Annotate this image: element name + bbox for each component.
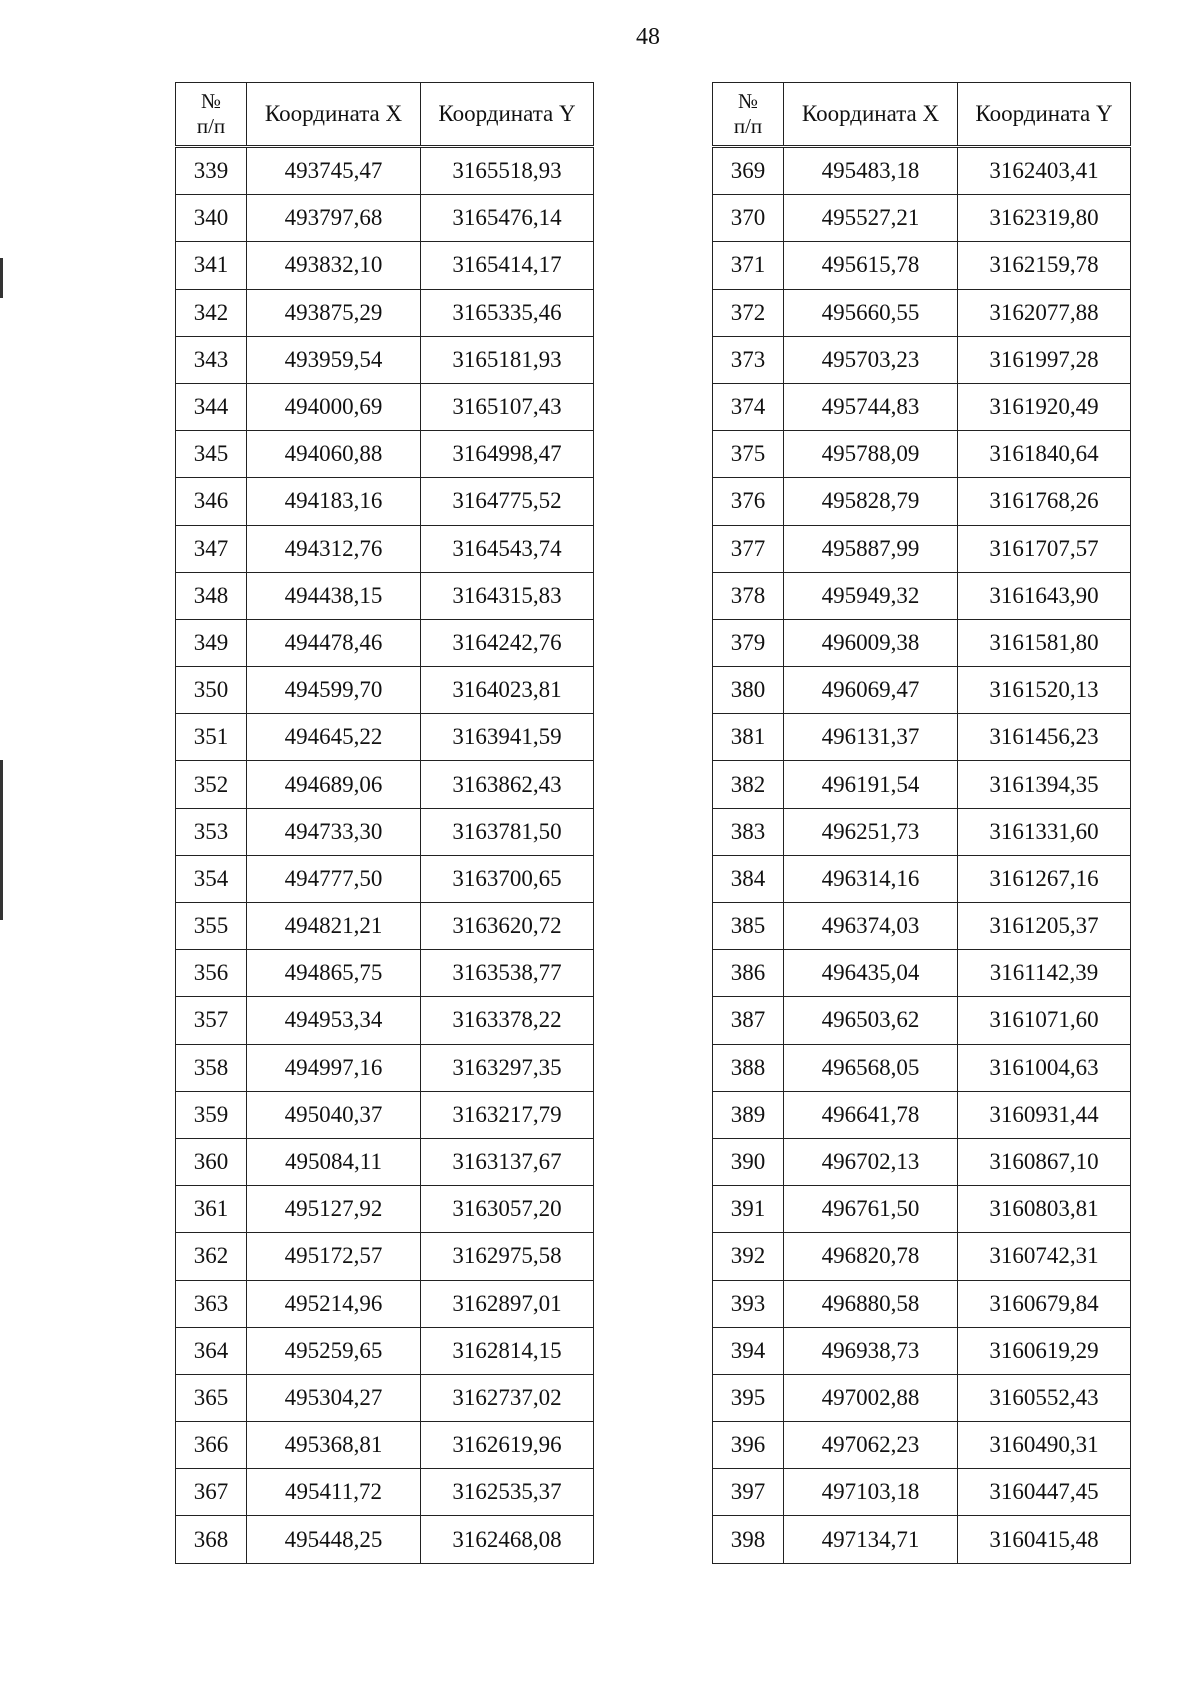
table-row: [176, 147, 594, 195]
table-row: [176, 1327, 594, 1374]
coordinate-x-cell: 495788,09: [784, 431, 958, 478]
coordinate-x-cell: 495703,23: [784, 336, 958, 383]
coordinate-y-cell: 3165107,43: [421, 383, 594, 430]
table-row: [176, 431, 594, 478]
table-row: [176, 808, 594, 855]
table-row: [176, 714, 594, 761]
coordinate-x-cell: 496702,13: [784, 1138, 958, 1185]
coordinate-x-cell: 493797,68: [247, 195, 421, 242]
point-number-cell: 358: [176, 1044, 247, 1091]
point-number-cell: 366: [176, 1422, 247, 1469]
table-row: [176, 1516, 594, 1563]
page-number: 48: [636, 24, 660, 50]
table-row: [713, 808, 1131, 855]
table-row: [713, 1422, 1131, 1469]
coordinate-y-cell: 3162403,41: [958, 147, 1131, 195]
coordinate-y-cell: 3162619,96: [421, 1422, 594, 1469]
coordinate-y-cell: 3160552,43: [958, 1374, 1131, 1421]
point-number-cell: 339: [176, 147, 247, 195]
coordinate-x-cell: 495214,96: [247, 1280, 421, 1327]
table-row: [176, 1422, 594, 1469]
coordinate-x-cell: 496641,78: [784, 1091, 958, 1138]
coordinate-x-cell: 495448,25: [247, 1516, 421, 1563]
header-number-abbr: п/п: [196, 114, 226, 138]
coordinate-y-cell: 3161394,35: [958, 761, 1131, 808]
table-row: [176, 525, 594, 572]
coordinate-y-cell: 3164998,47: [421, 431, 594, 478]
coordinate-x-cell: 496131,37: [784, 714, 958, 761]
table-row: [713, 336, 1131, 383]
table-row: [713, 761, 1131, 808]
table-row: [713, 1091, 1131, 1138]
coordinate-x-cell: 497103,18: [784, 1469, 958, 1516]
coordinate-y-cell: 3165518,93: [421, 147, 594, 195]
table-row: [713, 431, 1131, 478]
point-number-cell: 352: [176, 761, 247, 808]
coordinate-x-cell: 495304,27: [247, 1374, 421, 1421]
coordinate-x-cell: 495660,55: [784, 289, 958, 336]
coordinate-x-cell: 496761,50: [784, 1186, 958, 1233]
point-number-cell: 350: [176, 667, 247, 714]
coordinate-y-cell: 3161071,60: [958, 997, 1131, 1044]
coordinate-x-cell: 493745,47: [247, 147, 421, 195]
coordinate-y-cell: 3160742,31: [958, 1233, 1131, 1280]
coordinate-x-cell: 494821,21: [247, 903, 421, 950]
coordinate-x-cell: 494312,76: [247, 525, 421, 572]
coordinate-y-cell: 3161840,64: [958, 431, 1131, 478]
table-row: [713, 855, 1131, 902]
point-number-cell: 375: [713, 431, 784, 478]
table-row: [713, 383, 1131, 430]
scan-margin-mark: [0, 258, 3, 298]
coordinate-x-cell: 495483,18: [784, 147, 958, 195]
coordinate-x-cell: 496009,38: [784, 619, 958, 666]
coordinate-y-cell: 3165335,46: [421, 289, 594, 336]
point-number-cell: 397: [713, 1469, 784, 1516]
coordinate-x-cell: 495259,65: [247, 1327, 421, 1374]
point-number-cell: 347: [176, 525, 247, 572]
coordinate-y-cell: 3165414,17: [421, 242, 594, 289]
point-number-cell: 377: [713, 525, 784, 572]
point-number-cell: 343: [176, 336, 247, 383]
point-number-cell: 363: [176, 1280, 247, 1327]
coordinate-x-cell: 496503,62: [784, 997, 958, 1044]
table-row: [176, 1044, 594, 1091]
table-row: [713, 997, 1131, 1044]
coordinate-x-cell: 494777,50: [247, 855, 421, 902]
coordinate-y-cell: 3161768,26: [958, 478, 1131, 525]
coordinate-x-cell: 494478,46: [247, 619, 421, 666]
coordinate-y-cell: 3160447,45: [958, 1469, 1131, 1516]
point-number-cell: 376: [713, 478, 784, 525]
coordinate-x-cell: 497134,71: [784, 1516, 958, 1563]
point-number-cell: 371: [713, 242, 784, 289]
table-row: [176, 1280, 594, 1327]
coordinate-y-cell: 3161520,13: [958, 667, 1131, 714]
coordinate-x-cell: 496069,47: [784, 667, 958, 714]
coordinate-y-cell: 3161997,28: [958, 336, 1131, 383]
point-number-cell: 368: [176, 1516, 247, 1563]
coordinate-y-cell: 3164242,76: [421, 619, 594, 666]
table-row: [713, 147, 1131, 195]
point-number-cell: 364: [176, 1327, 247, 1374]
table-row: [176, 619, 594, 666]
table-row: [176, 1186, 594, 1233]
table-row: [176, 950, 594, 997]
point-number-cell: 396: [713, 1422, 784, 1469]
coordinate-x-cell: 495040,37: [247, 1091, 421, 1138]
point-number-cell: 348: [176, 572, 247, 619]
header-number-symbol: №: [200, 88, 222, 113]
point-number-cell: 394: [713, 1327, 784, 1374]
coordinate-y-cell: 3161331,60: [958, 808, 1131, 855]
coordinate-y-cell: 3160931,44: [958, 1091, 1131, 1138]
coordinate-y-cell: 3163137,67: [421, 1138, 594, 1185]
point-number-cell: 354: [176, 855, 247, 902]
table-row: [713, 619, 1131, 666]
point-number-cell: 382: [713, 761, 784, 808]
coordinates-table-right: [712, 82, 1131, 1564]
coordinate-y-cell: 3162897,01: [421, 1280, 594, 1327]
coordinate-x-cell: 496938,73: [784, 1327, 958, 1374]
coordinate-x-cell: 496880,58: [784, 1280, 958, 1327]
coordinate-y-cell: 3163378,22: [421, 997, 594, 1044]
coordinate-y-cell: 3162975,58: [421, 1233, 594, 1280]
table-body-left: [176, 147, 594, 1564]
coordinate-x-cell: 494689,06: [247, 761, 421, 808]
coordinate-x-cell: 494060,88: [247, 431, 421, 478]
coordinate-x-cell: 496314,16: [784, 855, 958, 902]
point-number-cell: 349: [176, 619, 247, 666]
coordinate-y-cell: 3163700,65: [421, 855, 594, 902]
coordinate-y-cell: 3162077,88: [958, 289, 1131, 336]
coordinate-y-cell: 3161205,37: [958, 903, 1131, 950]
point-number-cell: 390: [713, 1138, 784, 1185]
coordinate-x-cell: 493875,29: [247, 289, 421, 336]
coordinate-x-cell: 496820,78: [784, 1233, 958, 1280]
point-number-cell: 361: [176, 1186, 247, 1233]
point-number-cell: 381: [713, 714, 784, 761]
table-row: [713, 478, 1131, 525]
table-row: [176, 336, 594, 383]
coordinate-x-cell: 495615,78: [784, 242, 958, 289]
point-number-cell: 388: [713, 1044, 784, 1091]
point-number-cell: 367: [176, 1469, 247, 1516]
coordinate-y-cell: 3160619,29: [958, 1327, 1131, 1374]
coordinate-y-cell: 3163620,72: [421, 903, 594, 950]
point-number-cell: 369: [713, 147, 784, 195]
table-row: [176, 1374, 594, 1421]
coordinate-y-cell: 3161142,39: [958, 950, 1131, 997]
point-number-cell: 356: [176, 950, 247, 997]
point-number-cell: 379: [713, 619, 784, 666]
coordinate-x-cell: 494997,16: [247, 1044, 421, 1091]
coordinate-x-cell: 495172,57: [247, 1233, 421, 1280]
coordinate-x-cell: 494000,69: [247, 383, 421, 430]
coordinate-x-cell: 495887,99: [784, 525, 958, 572]
coordinate-x-cell: 495949,32: [784, 572, 958, 619]
coordinate-x-cell: 494865,75: [247, 950, 421, 997]
coordinate-x-cell: 494733,30: [247, 808, 421, 855]
coordinate-x-cell: 495828,79: [784, 478, 958, 525]
coordinate-y-cell: 3162319,80: [958, 195, 1131, 242]
coordinate-x-cell: 495368,81: [247, 1422, 421, 1469]
table-row: [713, 289, 1131, 336]
header-number: [713, 83, 784, 147]
table-row: [713, 903, 1131, 950]
point-number-cell: 373: [713, 336, 784, 383]
coordinate-y-cell: 3163941,59: [421, 714, 594, 761]
point-number-cell: 357: [176, 997, 247, 1044]
coordinate-y-cell: 3161456,23: [958, 714, 1131, 761]
table-row: [713, 195, 1131, 242]
coordinate-y-cell: 3162468,08: [421, 1516, 594, 1563]
table-row: [176, 903, 594, 950]
point-number-cell: 395: [713, 1374, 784, 1421]
coordinate-y-cell: 3161581,80: [958, 619, 1131, 666]
table-row: [176, 997, 594, 1044]
coordinate-y-cell: 3162159,78: [958, 242, 1131, 289]
table-row: [713, 1516, 1131, 1563]
coordinate-x-cell: 497062,23: [784, 1422, 958, 1469]
table-row: [176, 1091, 594, 1138]
coordinate-x-cell: 495411,72: [247, 1469, 421, 1516]
coordinate-y-cell: 3160679,84: [958, 1280, 1131, 1327]
coordinate-x-cell: 497002,88: [784, 1374, 958, 1421]
point-number-cell: 392: [713, 1233, 784, 1280]
point-number-cell: 389: [713, 1091, 784, 1138]
table-row: [176, 1233, 594, 1280]
point-number-cell: 383: [713, 808, 784, 855]
table-row: [176, 1469, 594, 1516]
coordinate-y-cell: 3160415,48: [958, 1516, 1131, 1563]
coordinate-y-cell: 3160867,10: [958, 1138, 1131, 1185]
point-number-cell: 351: [176, 714, 247, 761]
point-number-cell: 387: [713, 997, 784, 1044]
coordinate-y-cell: 3161267,16: [958, 855, 1131, 902]
table-row: [713, 525, 1131, 572]
point-number-cell: 340: [176, 195, 247, 242]
header-coordinate-y: Координата Y: [958, 83, 1131, 147]
table-row: [176, 667, 594, 714]
header-number-abbr: п/п: [733, 114, 763, 138]
point-number-cell: 384: [713, 855, 784, 902]
coordinate-y-cell: 3164543,74: [421, 525, 594, 572]
coordinate-x-cell: 496435,04: [784, 950, 958, 997]
coordinate-x-cell: 495127,92: [247, 1186, 421, 1233]
header-number-symbol: №: [737, 88, 759, 113]
coordinates-table-left: [175, 82, 594, 1564]
point-number-cell: 353: [176, 808, 247, 855]
coordinate-y-cell: 3162814,15: [421, 1327, 594, 1374]
point-number-cell: 378: [713, 572, 784, 619]
coordinate-x-cell: 494645,22: [247, 714, 421, 761]
header-number: [176, 83, 247, 147]
table-row: [713, 1233, 1131, 1280]
table-row: [713, 1280, 1131, 1327]
coordinate-x-cell: 495084,11: [247, 1138, 421, 1185]
coordinate-y-cell: 3163781,50: [421, 808, 594, 855]
coordinate-y-cell: 3164023,81: [421, 667, 594, 714]
coordinate-y-cell: 3163217,79: [421, 1091, 594, 1138]
point-number-cell: 398: [713, 1516, 784, 1563]
coordinate-y-cell: 3163297,35: [421, 1044, 594, 1091]
table-row: [713, 1186, 1131, 1233]
coordinate-y-cell: 3163538,77: [421, 950, 594, 997]
coordinate-y-cell: 3164315,83: [421, 572, 594, 619]
table-header-row: [176, 83, 594, 147]
coordinate-y-cell: 3160803,81: [958, 1186, 1131, 1233]
coordinate-y-cell: 3161643,90: [958, 572, 1131, 619]
point-number-cell: 370: [713, 195, 784, 242]
header-coordinate-x: Координата X: [784, 83, 958, 147]
table-row: [713, 1138, 1131, 1185]
coordinate-y-cell: 3161004,63: [958, 1044, 1131, 1091]
table-row: [176, 761, 594, 808]
coordinate-x-cell: 496374,03: [784, 903, 958, 950]
header-coordinate-x: Координата X: [247, 83, 421, 147]
table-row: [176, 383, 594, 430]
point-number-cell: 360: [176, 1138, 247, 1185]
coordinate-x-cell: 493832,10: [247, 242, 421, 289]
coordinate-x-cell: 494438,15: [247, 572, 421, 619]
point-number-cell: 355: [176, 903, 247, 950]
point-number-cell: 365: [176, 1374, 247, 1421]
point-number-cell: 372: [713, 289, 784, 336]
table-row: [176, 572, 594, 619]
coordinate-x-cell: 495527,21: [784, 195, 958, 242]
table-row: [176, 195, 594, 242]
point-number-cell: 386: [713, 950, 784, 997]
table-row: [713, 950, 1131, 997]
point-number-cell: 385: [713, 903, 784, 950]
point-number-cell: 341: [176, 242, 247, 289]
coordinate-y-cell: 3163862,43: [421, 761, 594, 808]
coordinate-y-cell: 3165181,93: [421, 336, 594, 383]
table-row: [713, 714, 1131, 761]
table-row: [713, 572, 1131, 619]
coordinate-x-cell: 496251,73: [784, 808, 958, 855]
table-row: [713, 1374, 1131, 1421]
point-number-cell: 374: [713, 383, 784, 430]
point-number-cell: 380: [713, 667, 784, 714]
coordinate-y-cell: 3162535,37: [421, 1469, 594, 1516]
table-row: [713, 242, 1131, 289]
coordinate-y-cell: 3162737,02: [421, 1374, 594, 1421]
coordinate-y-cell: 3161707,57: [958, 525, 1131, 572]
point-number-cell: 346: [176, 478, 247, 525]
table-row: [176, 242, 594, 289]
table-row: [176, 478, 594, 525]
header-coordinate-y: Координата Y: [421, 83, 594, 147]
table-body-right: [713, 147, 1131, 1564]
point-number-cell: 359: [176, 1091, 247, 1138]
coordinate-y-cell: 3165476,14: [421, 195, 594, 242]
coordinate-x-cell: 495744,83: [784, 383, 958, 430]
coordinate-y-cell: 3160490,31: [958, 1422, 1131, 1469]
coordinate-x-cell: 493959,54: [247, 336, 421, 383]
coordinate-y-cell: 3161920,49: [958, 383, 1131, 430]
coordinate-y-cell: 3164775,52: [421, 478, 594, 525]
coordinate-x-cell: 496191,54: [784, 761, 958, 808]
point-number-cell: 345: [176, 431, 247, 478]
coordinate-y-cell: 3163057,20: [421, 1186, 594, 1233]
point-number-cell: 391: [713, 1186, 784, 1233]
point-number-cell: 362: [176, 1233, 247, 1280]
table-row: [713, 667, 1131, 714]
table-row: [713, 1327, 1131, 1374]
point-number-cell: 342: [176, 289, 247, 336]
point-number-cell: 344: [176, 383, 247, 430]
scan-margin-mark: [0, 760, 3, 920]
point-number-cell: 393: [713, 1280, 784, 1327]
table-row: [713, 1469, 1131, 1516]
coordinate-x-cell: 494183,16: [247, 478, 421, 525]
coordinate-x-cell: 494599,70: [247, 667, 421, 714]
table-row: [176, 289, 594, 336]
coordinate-x-cell: 496568,05: [784, 1044, 958, 1091]
coordinate-x-cell: 494953,34: [247, 997, 421, 1044]
table-row: [176, 1138, 594, 1185]
table-row: [713, 1044, 1131, 1091]
table-row: [176, 855, 594, 902]
table-header-row: [713, 83, 1131, 147]
